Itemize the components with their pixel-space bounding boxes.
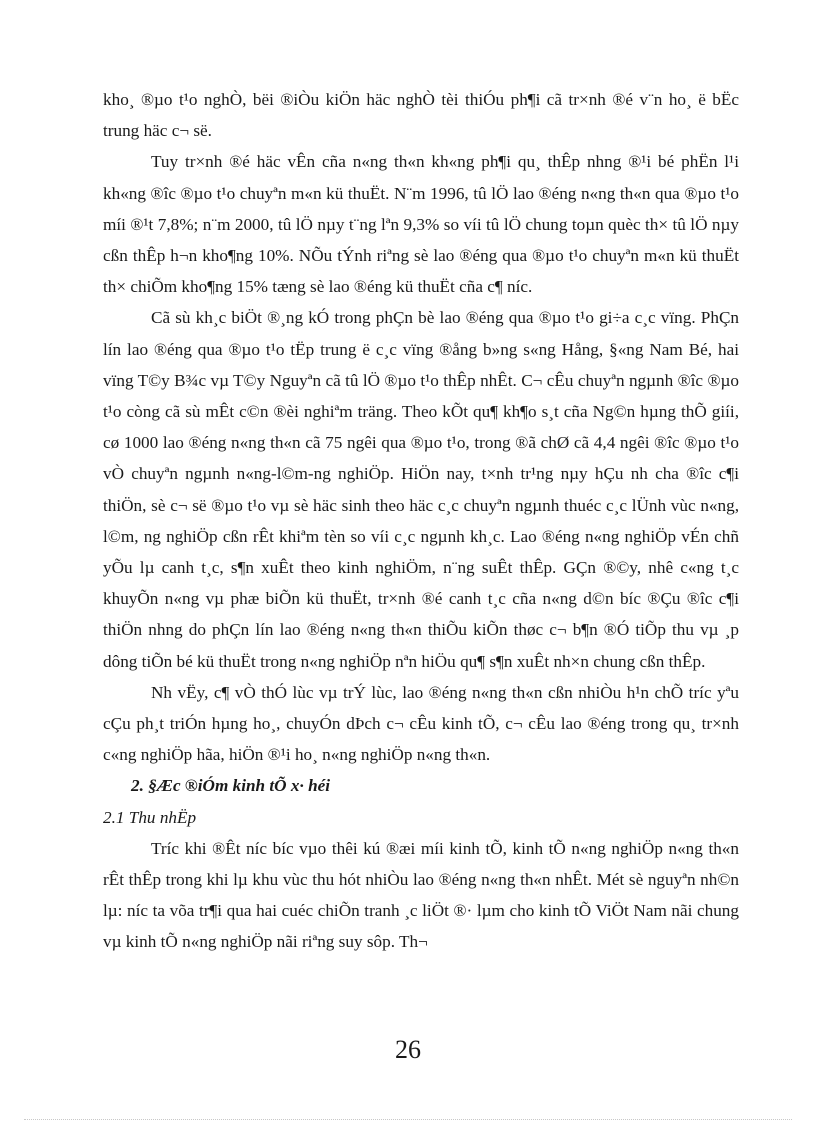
paragraph-vocational-training: Tuy tr×nh ®é häc vÊn cña n«ng th«n kh«ng ph¶i qu¸ thÊp nhng ®¹i bé phËn l¹i kh«ng ®îc ®µo t¹o chuyªn m«n kü thuËt. N¨m 1996, tû lÖ lao ®éng n«ng th«n qua ®µo t¹o míi ®¹t 7,8%; n¨m 2000, tû lÖ nµy t¨ng lªn 9,3% so víi tû lÖ chung toµn quèc th× tû lÖ nµy cßn thÊp h¬n kho¶ng 10%. NÕu tÝnh riªng sè lao ®éng qua ®µo t¹o chuyªn m«n kü thuËt th× chiÕm kho¶ng 15% tæng sè lao ®éng kü thuËt cña c¶ níc. <box>103 152 739 297</box>
paragraph-regional-differences: Cã sù kh¸c biÖt ®¸ng kÓ trong phÇn bè lao ®éng qua ®µo t¹o gi÷a c¸c vïng. PhÇn lín lao ®éng qua ®µo t¹o tËp trung ë c¸c vïng ®ång b»ng s«ng Hång, §«ng Nam Bé, hai vïng T©y B¾c vµ T©y Nguyªn cã tû lÖ ®µo t¹o thÊp nhÊt. C¬ cÊu chuyªn ngµnh ®îc ®µo t¹o còng cã sù mÊt c©n ®èi nghiªm träng. Theo kÕt qu¶ kh¶o s¸t cña Ng©n hµng thÕ giíi, cø 1000 lao ®éng n«ng th«n cã 75 ngêi qua ®µo t¹o, trong ®ã chØ cã 4,4 ngêi ®îc ®µo t¹o vÒ chuyªn ngµnh n«ng-l©m-ng nghiÖp. HiÖn nay, t×nh tr¹ng nµy hÇu nh cha ®îc c¶i thiÖn, sè c¬ së ®µo t¹o vµ sè häc sinh theo häc c¸c chuyªn ngµnh thuéc c¸c lÜnh vùc n«ng, l©m, ng nghiÖp cßn rÊt khiªm tèn so víi c¸c ngµnh kh¸c. Lao ®éng n«ng nghiÖp vÉn chñ yÕu lµ canh t¸c, s¶n xuÊt theo kinh nghiÖm, n¨ng suÊt thÊp. GÇn ®©y, nhê c«ng t¸c khuyÕn n«ng vµ phæ biÕn kü thuËt, tr×nh ®é canh t¸c cña n«ng d©n bíc ®Çu ®îc c¶i thiÖn nhng do phÇn lín lao ®éng n«ng th«n thiÕu kiÕn thøc c¬ b¶n ®Ó tiÕp thu vµ ¸p dông tiÕn bé kü thuËt trong n«ng nghiÖp nªn hiÖu qu¶ s¶n xuÊt nh×n chung cßn thÊp. <box>103 308 739 671</box>
paragraph-continuation: kho¸ ®µo t¹o nghÒ, bëi ®iÒu kiÖn häc nghÒ tèi thiÓu ph¶i cã tr×nh ®é v¨n ho¸ ë bËc trung häc c¬ së. <box>103 90 739 141</box>
paragraph-conclusion: Nh vËy, c¶ vÒ thÓ lùc vµ trÝ lùc, lao ®éng n«ng th«n cßn nhiÒu h¹n chÕ tríc yªu cÇu ph¸t triÓn hµng ho¸, chuyÓn dÞch c¬ cÊu kinh tÕ, c¬ cÊu lao ®éng trong qu¸ tr×nh c«ng nghiÖp hãa, hiÖn ®¹i ho¸ n«ng nghiÖp n«ng th«n. <box>103 682 739 765</box>
document-body <box>103 84 739 958</box>
page-number: 26 <box>395 1035 421 1064</box>
paragraph-income: Tríc khi ®Êt níc bíc vµo thêi kú ®æi míi kinh tÕ, kinh tÕ n«ng nghiÖp n«ng th«n rÊt thÊp trong khi lµ khu vùc thu hót nhiÒu lao ®éng n«ng th«n nhÊt. Mét sè nguyªn nh©n lµ: níc ta võa tr¶i qua hai cuéc chiÕn tranh ¸c liÖt ®· lµm cho kinh tÕ ViÖt Nam nãi chung vµ kinh tÕ n«ng nghiÖp nãi riªng suy sôp. Th¬ <box>103 838 739 952</box>
section-heading: 2. §Æc ®iÓm kinh tÕ x· héi <box>131 776 331 796</box>
page-bottom-divider <box>24 1119 792 1120</box>
subsection-heading: 2.1 Thu nhËp <box>103 807 197 827</box>
